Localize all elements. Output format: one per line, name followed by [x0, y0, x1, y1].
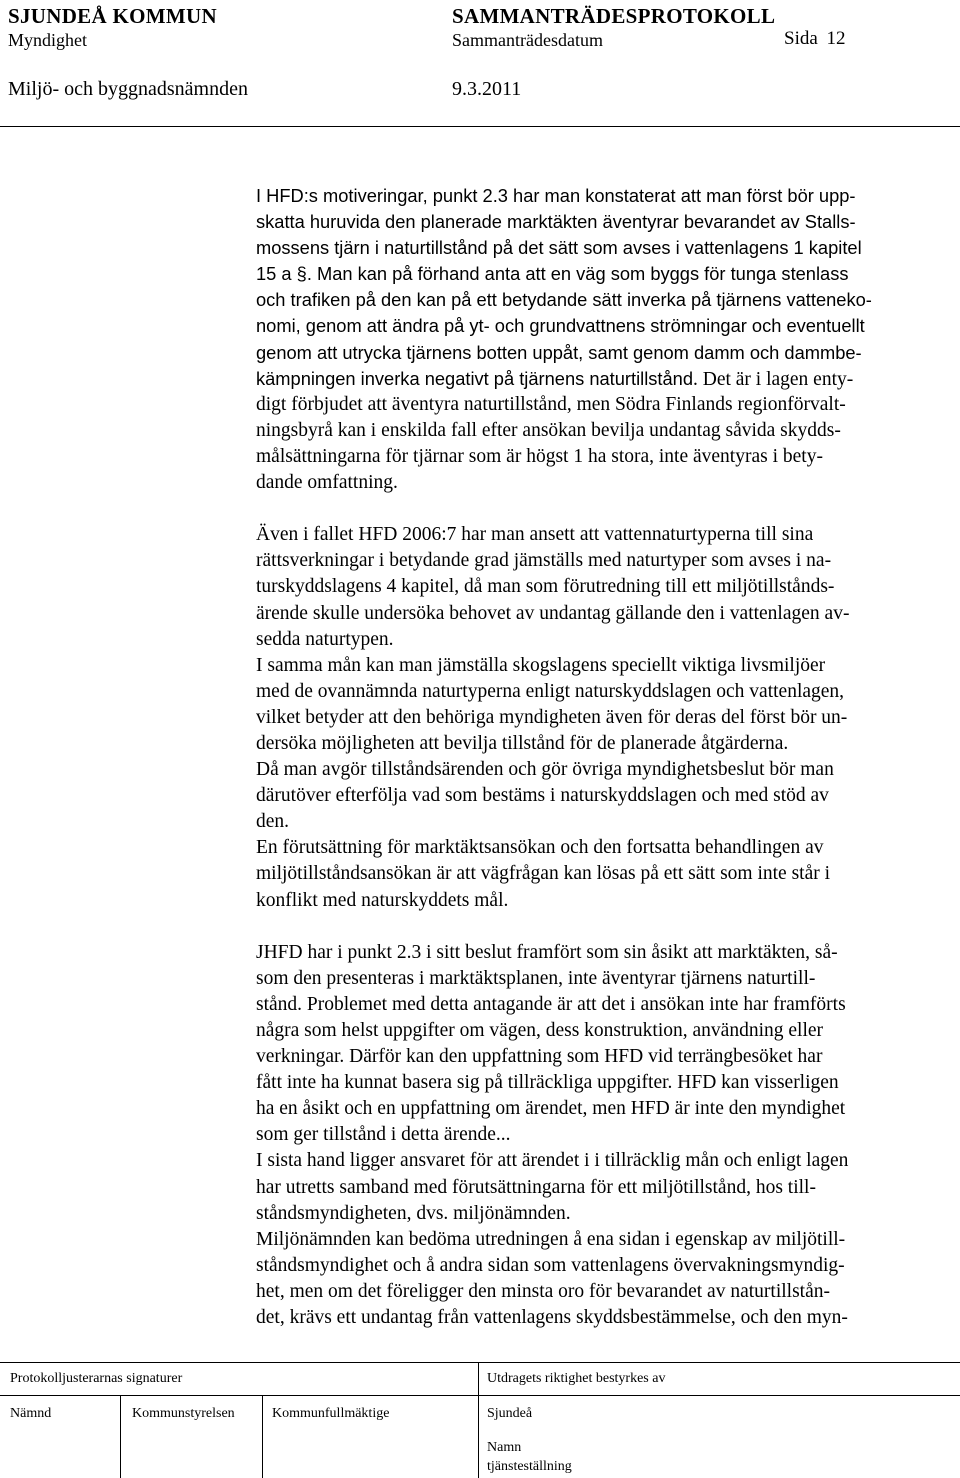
- text-line: rättsverkningar i betydande grad jämställs med naturtyper som avses i na-: [256, 550, 832, 572]
- footer-name-label: Namn: [487, 1440, 522, 1455]
- document-type: SAMMANTRÄDESPROTOKOLL: [452, 4, 776, 28]
- municipality-name: SJUNDEÅ KOMMUN: [8, 4, 217, 28]
- authority-label: Myndighet: [8, 30, 87, 50]
- footer-column-divider: [478, 1362, 479, 1478]
- text-line: stånd. Problemet med detta antagande är att det i ansökan inte har framförts: [256, 993, 846, 1015]
- footer-title-label: tjänsteställning: [487, 1459, 572, 1474]
- text-line: sedda naturtypen.: [256, 628, 394, 650]
- page-footer: [0, 1362, 960, 1478]
- text-line: het, men om det föreligger den minsta oro för bevarandet av naturtillstån-: [256, 1280, 830, 1302]
- text-line: skatta huruvida den planerade marktäkten äventyrar bevarandet av Stalls-: [256, 211, 856, 233]
- text-line: I sista hand ligger ansvaret för att ärendet i i tillräcklig mån och enligt lagen: [256, 1150, 849, 1172]
- footer-place: Sjundeå: [487, 1406, 533, 1421]
- text-line: ha en åsikt och en uppfattning om ärendet, men HFD är inte den myndighet: [256, 1098, 846, 1120]
- text-line: med de ovannämnda naturtyperna enligt naturskyddslagen och vattenlagen,: [256, 680, 845, 702]
- text-line: konflikt med naturskyddets mål.: [256, 889, 509, 911]
- text-line: genom att utrycka tjärnens botten uppåt, samt genom damm och dammbe-: [256, 341, 862, 363]
- footer-column-divider: [120, 1395, 121, 1478]
- footer-divider-middle: [0, 1395, 960, 1396]
- footer-column-divider: [262, 1395, 263, 1478]
- text-line: några som helst uppgifter om vägen, dess konstruktion, användning eller: [256, 1020, 824, 1041]
- text-line: ståndsmyndigheten, dvs. miljönämnden.: [256, 1202, 571, 1224]
- footer-col-namnd: Nämnd: [10, 1406, 52, 1421]
- text-line: och trafiken på den kan på ett betydande sätt inverka på tjärnens vattenekо-: [256, 289, 872, 311]
- meeting-date-label: Sammanträdesdatum: [452, 30, 603, 50]
- paragraph: [256, 183, 950, 496]
- footer-divider-top: [0, 1362, 960, 1363]
- text-line: turskyddslagens 4 kapitel, då man som förutredning till ett miljötillstånds-: [256, 576, 835, 598]
- text-line: kämpningen inverka negativt på tjärnens naturtillstånd. Det är i lagen enty-: [256, 367, 854, 390]
- text-line: digt förbjudet att äventyra naturtillstånd, men Södra Finlands regionförvalt-: [256, 393, 846, 415]
- text-line: fått inte ha kunnat basera sig på tillräckliga uppgifter. HFD kan visserligen: [256, 1072, 839, 1094]
- committee-name: Miljö- och byggnadsnämnden: [8, 78, 248, 100]
- text-line: mossens tjärn i naturtillstånd på det sätt som avses i vattenlagens 1 kapitel: [256, 237, 862, 259]
- page-indicator: [780, 28, 846, 50]
- text-line: JHFD har i punkt 2.3 i sitt beslut framfört som sin åsikt att marktäkten, så-: [256, 941, 838, 963]
- text-line: I HFD:s motiveringar, punkt 2.3 har man konstaterat att man först bör upp-: [256, 185, 856, 206]
- text-line: målsättningarna för tjärnar som är högst 1 ha stora, inte äventyras i bety-: [256, 445, 823, 467]
- text-line: nomi, genom att ändra på yt- och grundvattnens strömningar och eventuellt: [256, 315, 865, 337]
- text-line: den.: [256, 811, 290, 833]
- text-line: Miljönämnden kan bedöma utredningen å ena sidan i egenskap av miljötill-: [256, 1228, 846, 1250]
- page-number: 12: [826, 28, 846, 49]
- paragraph: [256, 522, 950, 913]
- paragraph-gap: [256, 496, 950, 522]
- document-body: [256, 183, 950, 1331]
- page-label: Sida: [784, 28, 818, 49]
- signatures-label: Protokolljusterarnas signaturer: [10, 1371, 183, 1386]
- text-line: har utretts samband med förutsättningarna för ett miljötillstånd, hos till-: [256, 1176, 816, 1198]
- text-line: dande omfattning.: [256, 472, 398, 494]
- text-line: dersöka möjligheten att bevilja tillstånd för de planerade åtgärderna.: [256, 732, 789, 754]
- text-line: verkningar. Därför kan den uppfattning som HFD vid terrängbesöket har: [256, 1046, 823, 1068]
- text-line: 15 a §. Man kan på förhand anta att en väg som byggs för tunga stenlass: [256, 263, 849, 285]
- footer-col-kommunstyrelsen: Kommunstyrelsen: [132, 1406, 235, 1421]
- text-line: Då man avgör tillståndsärenden och gör övriga myndighetsbeslut bör man: [256, 759, 834, 781]
- text-line: det, krävs ett undantag från vattenlagens skyddsbestämmelse, och den myn-: [256, 1307, 848, 1329]
- text-line: vilket betyder att den behöriga myndigheten även för deras del först bör un-: [256, 706, 848, 728]
- text-line: därutöver efterfölja vad som bestäms i naturskyddslagen och med stöd av: [256, 785, 829, 807]
- extract-verified-label: Utdragets riktighet bestyrkes av: [487, 1371, 666, 1386]
- meeting-date: 9.3.2011: [452, 78, 522, 100]
- text-line: ståndsmyndighet och å andra sidan som vattenlagens övervakningsmyndig-: [256, 1254, 845, 1276]
- text-line: ärende skulle undersöka behovet av undantag gällande den i vattenlagen av-: [256, 602, 850, 624]
- text-line: som den presenteras i marktäktsplanen, inte äventyrar tjärnens naturtill-: [256, 967, 816, 989]
- text-line: Även i fallet HFD 2006:7 har man ansett att vattennaturtyperna till sina: [256, 524, 814, 546]
- paragraph-gap: [256, 914, 950, 940]
- text-line: ningsbyrå kan i enskilda fall efter ansökan bevilja undantag såvida skydds-: [256, 419, 841, 441]
- text-line: miljötillståndsansökan är att vägfrågan kan lösas på ett sätt som inte står i: [256, 863, 831, 885]
- text-line: I samma mån kan man jämställa skogslagens speciellt viktiga livsmiljöer: [256, 654, 826, 676]
- paragraph: [256, 940, 950, 1331]
- text-line: som ger tillstånd i detta ärende...: [256, 1124, 511, 1146]
- footer-col-kommunfullmaktige: Kommunfullmäktige: [272, 1406, 390, 1421]
- text-line: En förutsättning för marktäktsansökan och den fortsatta behandlingen av: [256, 837, 824, 859]
- header-divider: [0, 126, 960, 127]
